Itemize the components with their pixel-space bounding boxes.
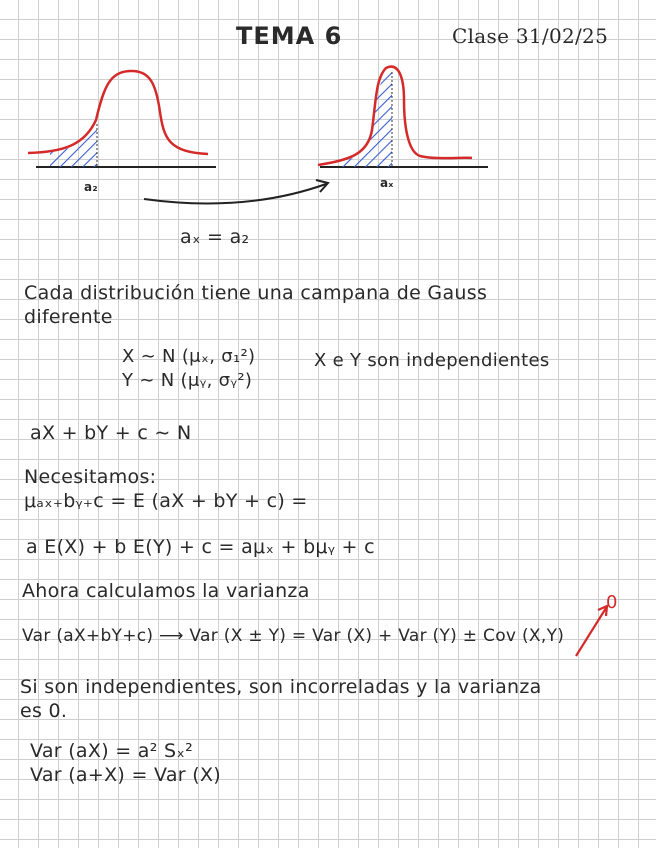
left-point-label: a₂ bbox=[84, 180, 98, 194]
left-distribution bbox=[28, 71, 216, 167]
class-date: Clase 31/02/25 bbox=[452, 24, 609, 48]
mean-definition: μₐₓ₊bᵧ₊c = E (aX + bY + c) = bbox=[24, 490, 308, 512]
independence-line-1: Si son independientes, son incorreladas y la varianza bbox=[20, 676, 542, 698]
ahora-heading: Ahora calculamos la varianza bbox=[22, 580, 310, 602]
distribution-figure bbox=[0, 0, 656, 270]
distribution-x: X ∼ N (μₓ, σ₁²) bbox=[122, 346, 256, 367]
equality-equation: aₓ = a₂ bbox=[180, 226, 250, 248]
note-line-1: Cada distribución tiene una campana de Gauss bbox=[24, 282, 488, 304]
right-distribution bbox=[318, 67, 488, 168]
page-title: TEMA 6 bbox=[236, 22, 343, 50]
right-point-label: aₓ bbox=[380, 176, 394, 190]
independence-note: X e Y son independientes bbox=[314, 350, 550, 371]
linear-combination: aX + bY + c ∼ N bbox=[30, 422, 192, 444]
independence-line-2: es 0. bbox=[20, 700, 68, 722]
transform-arrow bbox=[144, 180, 328, 204]
left-curve bbox=[28, 71, 208, 154]
necesitamos-heading: Necesitamos: bbox=[24, 466, 157, 488]
cov-zero-annotation: 0 bbox=[606, 592, 618, 613]
variance-ax: Var (aX) = a² Sₓ² bbox=[30, 740, 194, 762]
right-curve bbox=[318, 67, 472, 165]
distribution-y: Y ∼ N (μᵧ, σᵧ²) bbox=[122, 370, 253, 391]
note-line-2: diferente bbox=[24, 306, 113, 328]
right-shaded-area bbox=[336, 72, 392, 167]
variance-formula: Var (aX+bY+c) ⟶ Var (X ± Y) = Var (X) + Var (Y) ± Cov (X,Y) bbox=[22, 626, 565, 646]
mean-expansion: a E(X) + b E(Y) + c = aμₓ + bμᵧ + c bbox=[26, 536, 375, 558]
variance-a-plus-x: Var (a+X) = Var (X) bbox=[30, 764, 221, 786]
